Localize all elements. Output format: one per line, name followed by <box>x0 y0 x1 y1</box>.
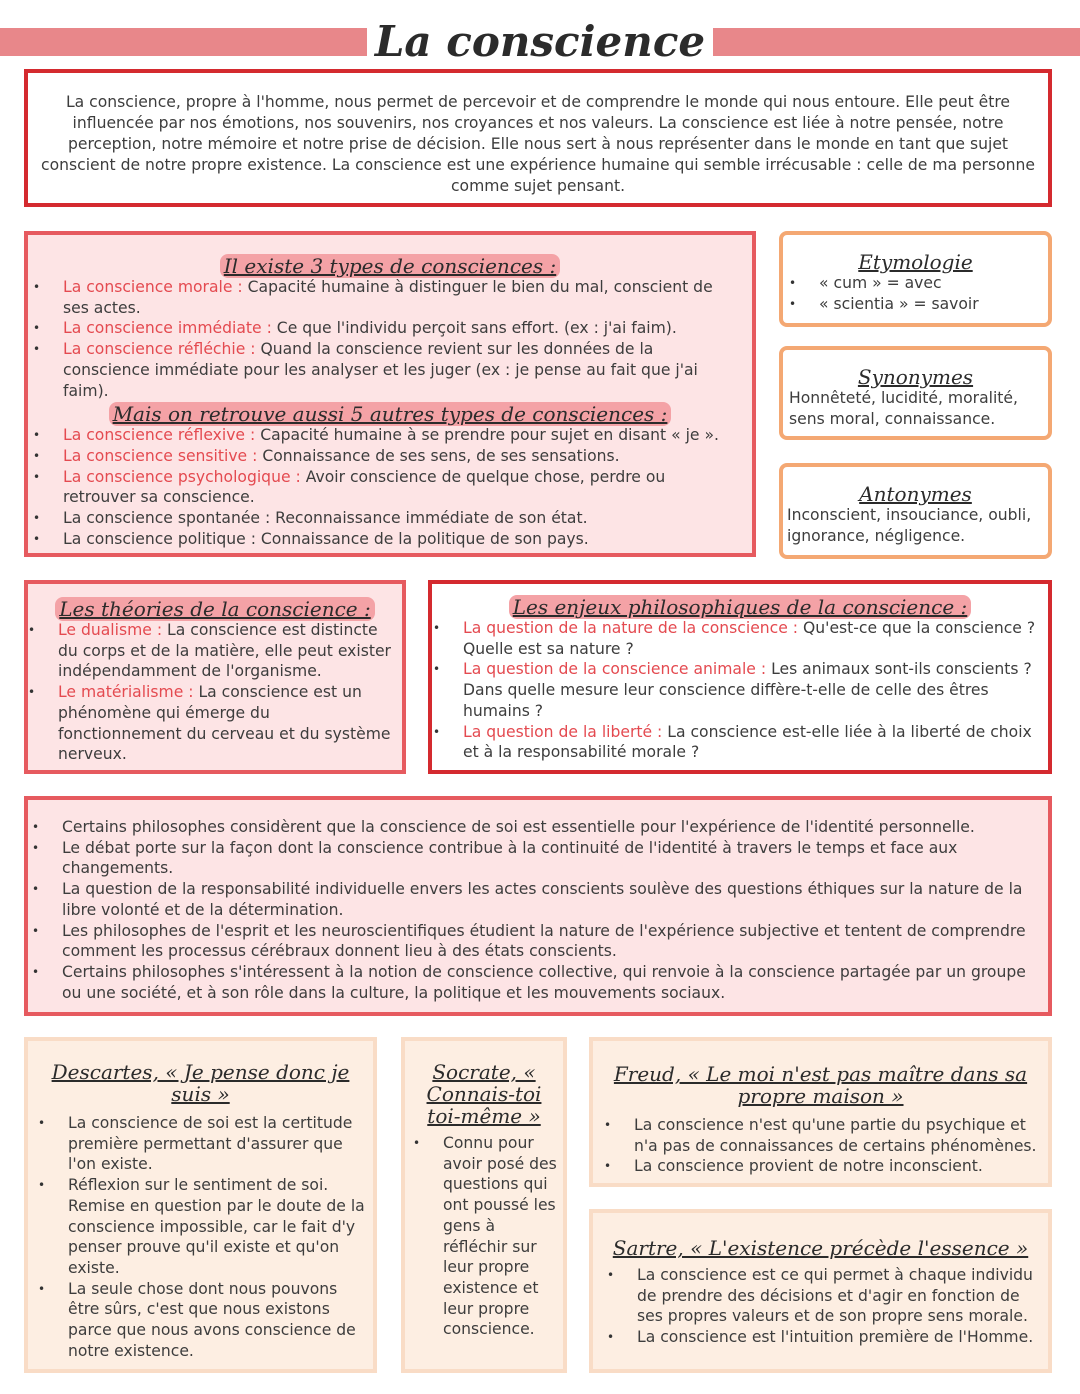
antonymes-box <box>779 463 1052 559</box>
synonymes-text: Honnêteté, lucidité, moralité, sens moral, connaissance. <box>789 389 1018 428</box>
debats-list <box>62 817 1038 1003</box>
list-item: • Certains philosophes considèrent que la conscience de soi est essentielle pour l'expérience de l'identité personnelle. <box>62 817 1038 838</box>
types-list-1 <box>63 277 738 401</box>
list-item: • « cum » = avec <box>819 273 1048 294</box>
enjeux-box <box>428 580 1052 774</box>
freud-heading: Freud, « Le moi n'est pas maître dans sa propre maison » <box>613 1062 1028 1108</box>
list-item: • La conscience immédiate : Ce que l'individu perçoit sans effort. (ex : j'ai faim). <box>63 318 738 339</box>
list-item: • La conscience sensitive : Connaissance de ses sens, de ses sensations. <box>63 446 738 467</box>
freud-box <box>589 1037 1052 1187</box>
list-item: • La question de la liberté : La conscience est-elle liée à la liberté de choix et à la responsabilité morale ? <box>463 722 1040 763</box>
enjeux-list <box>463 618 1040 763</box>
list-item: • La conscience politique : Connaissance de la politique de son pays. <box>63 529 738 550</box>
list-item: • La conscience morale : Capacité humaine à distinguer le bien du mal, conscient de ses actes. <box>63 277 738 318</box>
list-item: • La conscience réflexive : Capacité humaine à se prendre pour sujet en disant « je ». <box>63 425 738 446</box>
synonymes-heading: Synonymes <box>857 365 974 389</box>
list-item: • Réflexion sur le sentiment de soi. Remise en question par le doute de la conscience impossible, car le fait d'y penser prouve qu'il existe et qu'on existe. <box>68 1175 365 1279</box>
socrate-list <box>443 1133 557 1340</box>
types-box <box>24 231 756 557</box>
theories-list <box>58 620 394 765</box>
list-item: • La question de la responsabilité individuelle envers les actes conscients soulève des questions éthiques sur la nature de la libre volonté et de la détermination. <box>62 879 1038 920</box>
list-item: • La conscience n'est qu'une partie du psychique et n'a pas de connaissances de certains phénomènes. <box>634 1115 1040 1156</box>
intro-box <box>24 69 1052 207</box>
types-heading: Il existe 3 types de consciences : <box>28 255 752 277</box>
descartes-heading: Descartes, « Je pense donc je suis » <box>51 1060 350 1106</box>
antonymes-heading: Antonymes <box>859 482 972 506</box>
list-item: • La question de la conscience animale : Les animaux sont-ils conscients ? Dans quelle mesure leur conscience diffère-t-elle de celle des êtres humains ? <box>463 659 1040 721</box>
types-list-2 <box>63 425 738 549</box>
list-item: • « scientia » = savoir <box>819 294 1048 315</box>
etymologie-heading: Etymologie <box>858 250 973 274</box>
list-item: • La conscience spontanée : Reconnaissance immédiate de son état. <box>63 508 738 529</box>
list-item: • La conscience de soi est la certitude première permettant d'assurer que l'on existe. <box>68 1113 365 1175</box>
descartes-list <box>68 1113 365 1361</box>
list-item: • Les philosophes de l'esprit et les neuroscientifiques étudient la nature de l'expérience subjective et tentent de comprendre comment les processus cérébraux donnent lieu à des états conscients. <box>62 921 1038 962</box>
debats-box <box>24 796 1052 1016</box>
antonymes-text: Inconscient, insouciance, oubli, ignorance, négligence. <box>787 506 1032 545</box>
list-item: • Le matérialisme : La conscience est un phénomène qui émerge du fonctionnement du cerveau et du système nerveux. <box>58 682 394 765</box>
socrate-box <box>401 1037 567 1373</box>
list-item: • La seule chose dont nous pouvons être sûrs, c'est que nous existons parce que nous avons conscience de notre existence. <box>68 1279 365 1362</box>
list-item: • La conscience est ce qui permet à chaque individu de prendre des décisions et d'agir en fonction de ses propres valeurs et de son propre sens morale. <box>637 1265 1040 1327</box>
sartre-heading: Sartre, « L'existence précède l'essence » <box>612 1236 1029 1260</box>
list-item: • Le débat porte sur la façon dont la conscience contribue à la continuité de l'identité à travers le temps et face aux changements. <box>62 838 1038 879</box>
intro-text: La conscience, propre à l'homme, nous permet de percevoir et de comprendre le monde qui nous entoure. Elle peut être influencée par nos émotions, nos souvenirs, nos croyances et nos valeurs. La conscience est liée à notre pensée, notre perception, notre mémoire et notre prise de décision. Elle nous sert à nous représenter dans le monde en tant que sujet conscient de notre propre existence. La conscience est une expérience humaine qui semble irrécusable : celle de ma personne comme sujet pensant. <box>41 93 1035 195</box>
enjeux-heading: Les enjeux philosophiques de la conscience : <box>432 596 1048 618</box>
list-item: • Connu pour avoir posé des questions qui ont poussé les gens à réfléchir sur leur propre existence et leur propre conscience. <box>443 1133 557 1340</box>
list-item: • La question de la nature de la conscience : Qu'est-ce que la conscience ? Quelle est sa nature ? <box>463 618 1040 659</box>
synonymes-box <box>779 346 1052 440</box>
theories-box <box>24 580 406 774</box>
etymologie-box <box>779 231 1052 327</box>
sartre-list <box>637 1265 1040 1348</box>
etymologie-list <box>819 273 1048 314</box>
theories-heading: Les théories de la conscience : <box>28 598 402 620</box>
freud-list <box>634 1115 1040 1177</box>
list-item: • Le dualisme : La conscience est distincte du corps et de la matière, elle peut exister indépendamment de l'organisme. <box>58 620 394 682</box>
page-title: La conscience <box>0 14 1080 70</box>
list-item: • La conscience provient de notre inconscient. <box>634 1156 1040 1177</box>
descartes-box <box>24 1037 377 1373</box>
socrate-heading: Socrate, « Connais-toi toi-même » <box>426 1060 542 1128</box>
list-item: • La conscience est l'intuition première de l'Homme. <box>637 1327 1040 1348</box>
sartre-box <box>589 1209 1052 1373</box>
list-item: • La conscience psychologique : Avoir conscience de quelque chose, perdre ou retrouver sa conscience. <box>63 467 738 508</box>
types-heading-2: Mais on retrouve aussi 5 autres types de consciences : <box>28 403 752 425</box>
list-item: • La conscience réfléchie : Quand la conscience revient sur les données de la conscience immédiate pour les analyser et les juger (ex : je pense au fait que j'ai faim). <box>63 339 738 401</box>
list-item: • Certains philosophes s'intéressent à la notion de conscience collective, qui renvoie à la conscience partagée par un groupe ou une société, et à son rôle dans la culture, la politique et les mouvements sociaux. <box>62 962 1038 1003</box>
